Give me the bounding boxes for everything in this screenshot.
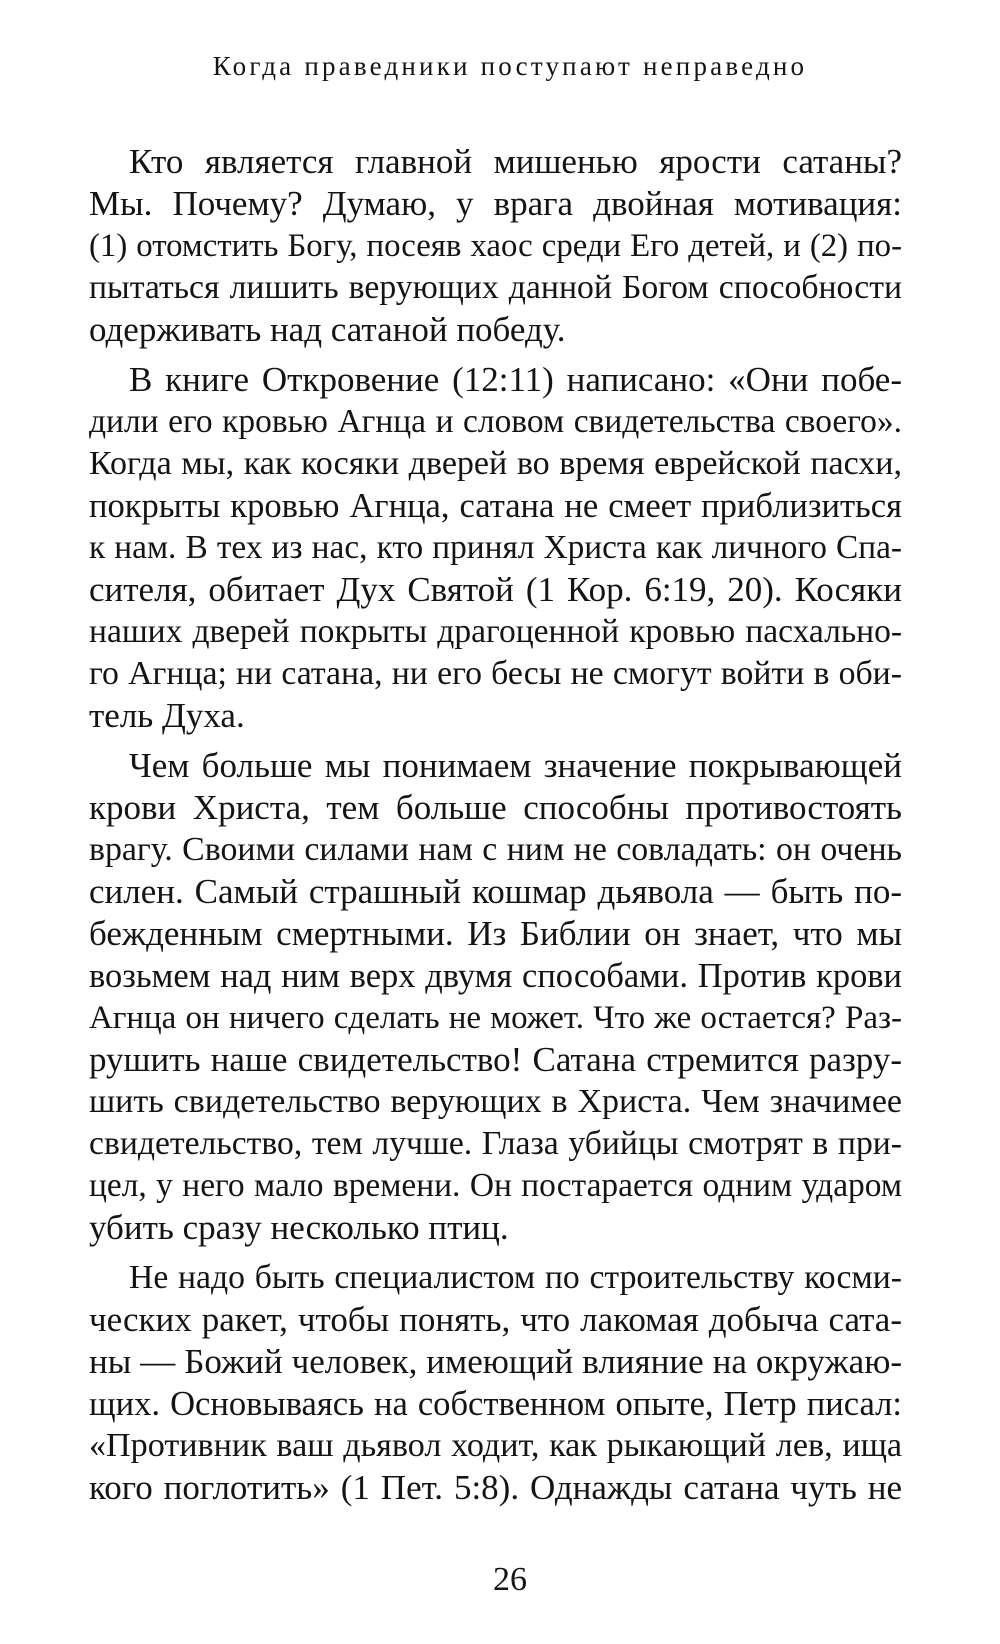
text-line: (1) отомстить Богу, посеяв хаос среди Его детей, и (2) по- bbox=[89, 228, 902, 264]
text-line: Мы. Почему? Думаю, у врага двойная мотивация: bbox=[89, 184, 902, 223]
text-line: «Противник ваш дьявол ходит, как рыкающий лев, ища bbox=[89, 1427, 902, 1464]
text-line: рушить наше свидетельство! Сатана стремится разру- bbox=[89, 1040, 902, 1079]
text-line: Когда мы, как косяки дверей во время еврейской пасхи, bbox=[89, 445, 902, 482]
text-line: цел, у него мало времени. Он постарается одним ударом bbox=[89, 1167, 902, 1204]
paragraph-2 bbox=[89, 359, 902, 737]
text-line: ны — Божий человек, имеющий влияние на окружаю- bbox=[89, 1342, 902, 1381]
text-line: тель Духа. bbox=[89, 696, 245, 735]
text-line: свидетельство, тем лучше. Глаза убийцы смотрят в при- bbox=[89, 1125, 902, 1162]
text-line: пытаться лишить верующих данной Богом способности bbox=[89, 269, 902, 306]
text-line: Не надо быть специалистом по строительству косми- bbox=[129, 1259, 902, 1296]
text-line: убить сразу несколько птиц. bbox=[89, 1208, 509, 1247]
text-line: Чем больше мы понимаем значение покрывающей bbox=[129, 746, 902, 785]
body-text bbox=[89, 141, 902, 1509]
running-head: Когда праведники поступают неправедно bbox=[212, 51, 808, 81]
text-line: щих. Основываясь на собственном опыте, Петр писал: bbox=[89, 1385, 902, 1423]
paragraph-1 bbox=[89, 141, 902, 351]
text-line: силен. Самый страшный кошмар дьявола — быть по- bbox=[89, 872, 902, 911]
text-line: крови Христа, тем больше способны противостоять bbox=[89, 788, 902, 827]
text-line: шить свидетельство верующих в Христа. Чем значимее bbox=[89, 1083, 902, 1120]
text-line: дили его кровью Агнца и словом свидетельства своего». bbox=[89, 403, 902, 440]
text-line: бежденным смертными. Из Библии он знает, что мы bbox=[89, 914, 902, 953]
text-line: наших дверей покрыты драгоценной кровью пасхально- bbox=[89, 613, 902, 650]
page-number: 26 bbox=[493, 1561, 527, 1598]
text-line: возьмем над ним верх двумя способами. Против крови bbox=[89, 957, 902, 995]
text-line: к нам. В тех из нас, кто принял Христа как личного Спа- bbox=[89, 529, 902, 566]
text-line: ческих ракет, чтобы понять, что лакомая добыча сата- bbox=[89, 1300, 902, 1339]
paragraph-3 bbox=[89, 745, 902, 1249]
text-line: одерживать над сатаной победу. bbox=[89, 310, 566, 349]
text-line: врагу. Своими силами нам с ним не совладать: он очень bbox=[89, 831, 902, 868]
text-line: го Агнца; ни сатана, ни его бесы не смогут войти в оби- bbox=[89, 655, 902, 692]
paragraph-4 bbox=[89, 1257, 902, 1509]
text-line: Агнца он ничего сделать не может. Что же остается? Раз- bbox=[89, 1000, 902, 1036]
text-line: кого поглотить» (1 Пет. 5:8). Однажды сатана чуть не bbox=[89, 1468, 902, 1507]
text-line: В книге Откровение (12:11) написано: «Они побе- bbox=[129, 360, 902, 399]
text-line: Кто является главной мишенью ярости сатаны? bbox=[129, 142, 902, 181]
text-line: сителя, обитает Дух Святой (1 Кор. 6:19, 20). Косяки bbox=[89, 570, 902, 609]
text-line: покрыты кровью Агнца, сатана не смеет приблизиться bbox=[89, 487, 902, 525]
